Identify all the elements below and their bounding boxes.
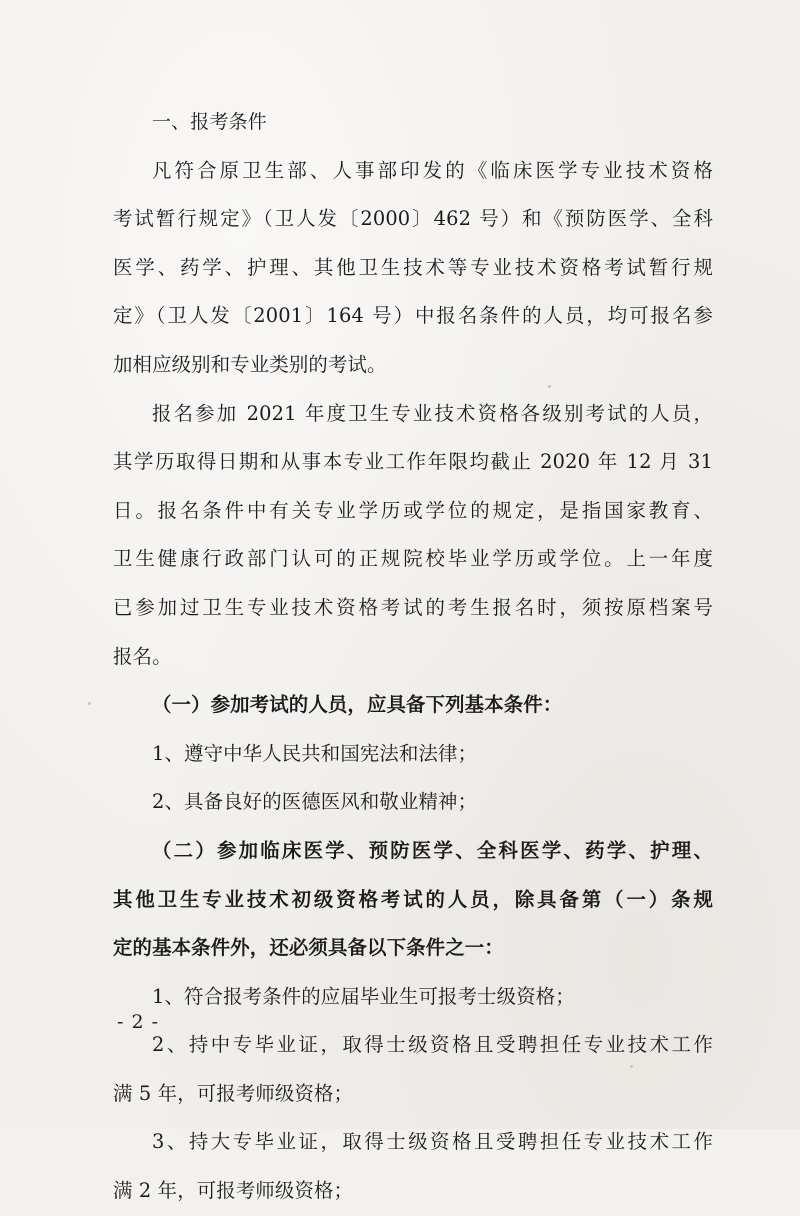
paragraph-line: 考试暂行规定》（卫人发〔2000〕462 号）和《预防医学、全科	[113, 207, 713, 231]
list-item: 2、持中专毕业证，取得士级资格且受聘担任专业技术工作	[152, 1033, 713, 1057]
paper-speck	[548, 385, 551, 388]
subsection-title-line: 定的基本条件外，还必须具备以下条件之一：	[113, 936, 504, 960]
paragraph-eligibility	[113, 147, 713, 390]
document-body	[113, 98, 713, 1216]
section-heading: 一、报考条件	[152, 111, 267, 133]
paragraph-line: 日。报名条件中有关专业学历或学位的规定，是指国家教育、	[113, 498, 713, 522]
subsection-title-line: 其他卫生专业技术初级资格考试的人员，除具备第（一）条规	[113, 887, 713, 911]
list-item: 1、遵守中华人民共和国宪法和法律；	[152, 741, 478, 765]
paper-speck	[630, 1065, 633, 1068]
page-number: - 2 -	[117, 1011, 160, 1033]
list-item: 2、具备良好的医德医风和敬业精神；	[152, 790, 478, 814]
paragraph-line: 卫生健康行政部门认可的正规院校毕业学历或学位。上一年度	[113, 547, 713, 571]
paragraph-line: 已参加过卫生专业技术资格考试的考生报名时，须按原档案号	[113, 595, 713, 619]
paragraph-line: 定》（卫人发〔2001〕164 号）中报名条件的人员，均可报名参	[113, 304, 713, 328]
subsection-title-line: （二）参加临床医学、预防医学、全科医学、药学、护理、	[152, 838, 713, 862]
paragraph-line: 报名参加 2021 年度卫生专业技术资格各级别考试的人员，	[152, 401, 713, 425]
paragraph-line: 加相应级别和专业类别的考试。	[113, 352, 387, 376]
paragraph-line: 其学历取得日期和从事本专业工作年限均截止 2020 年 12 月 31	[113, 450, 713, 474]
list-item-continuation: 满 2 年，可报考师级资格；	[113, 1179, 354, 1203]
paragraph-line: 报名。	[113, 644, 172, 668]
paragraph-line: 凡符合原卫生部、人事部印发的《临床医学专业技术资格	[152, 158, 713, 182]
paragraph-registration	[113, 390, 713, 682]
list-item-continuation: 满 5 年，可报考师级资格；	[113, 1081, 354, 1105]
subsection-title-junior	[113, 827, 713, 973]
paper-speck	[88, 702, 91, 705]
list-item: 3、持大专毕业证，取得士级资格且受聘担任专业技术工作	[152, 1130, 713, 1154]
list-item: 1、符合报考条件的应届毕业生可报考士级资格；	[152, 984, 575, 1008]
paragraph-line: 医学、药学、护理、其他卫生技术等专业技术资格考试暂行规	[113, 255, 713, 279]
subsection-title-basic: （一）参加考试的人员，应具备下列基本条件：	[152, 693, 563, 717]
